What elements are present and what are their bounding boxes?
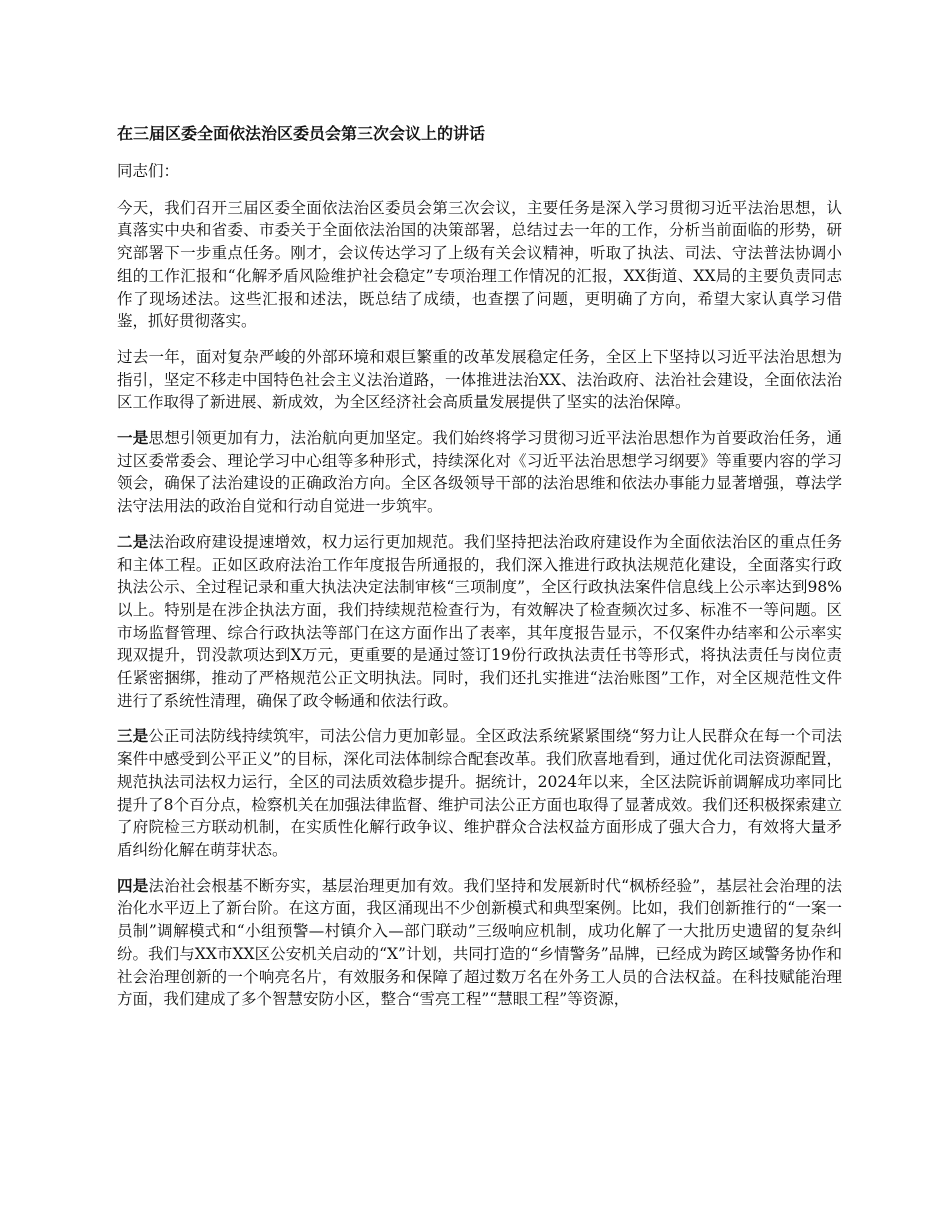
paragraph-point-4	[117, 875, 842, 1011]
document-page	[117, 122, 842, 1024]
paragraph-text: 法治政府建设提速增效，权力运行更加规范。我们坚持把法治政府建设作为全面依法治区的重点任务和主体工程。正如区政府法治工作年度报告所通报的，我们深入推进行政执法规范化建设，全面落实行政执法公示、全过程记录和重大执法决定法制审核“三项制度”，全区行政执法案件信息线上公示率达到98%以上。特别是在涉企执法方面，我们持续规范检查行为，有效解决了检查频次过多、标准不一等问题。区市场监督管理、综合行政执法等部门在这方面作出了表率，其年度报告显示，不仅案件办结率和公示率实现双提升，罚没款项达到X万元，更重要的是通过签订19份行政执法责任书等形式，将执法责任与岗位责任紧密捆绑，推动了严格规范公正文明执法。同时，我们还扎实推进“法治账图”工作，对全区规范性文件进行了系统性清理，确保了政令畅通和依法行政。	[117, 532, 842, 710]
paragraph-text: 今天，我们召开三届区委全面依法治区委员会第三次会议，主要任务是深入学习贯彻习近平法治思想，认真落实中央和省委、市委关于全面依法治国的决策部署，总结过去一年的工作，分析当前面临的形势，研究部署下一步重点任务。刚才，会议传达学习了上级有关会议精神，听取了执法、司法、守法普法协调小组的工作汇报和“化解矛盾风险维护社会稳定”专项治理工作情况的汇报，XX街道、XX局的主要负责同志作了现场述法。这些汇报和述法，既总结了成绩，也查摆了问题，更明确了方向，希望大家认真学习借鉴，抓好贯彻落实。	[117, 198, 842, 331]
paragraph-point-1	[117, 427, 842, 518]
paragraph-text: 思想引领更加有力，法治航向更加坚定。我们始终将学习贯彻习近平法治思想作为首要政治任务，通过区委常委会、理论学习中心组等多种形式，持续深化对《习近平法治思想学习纲要》等重要内容的学习领会，确保了法治建设的正确政治方向。全区各级领导干部的法治思维和依法办事能力显著增强，尊法学法守法用法的政治自觉和行动自觉进一步筑牢。	[117, 429, 842, 516]
paragraph-lead: 一是	[117, 428, 149, 448]
paragraph-text: 法治社会根基不断夯实，基层治理更加有效。我们坚持和发展新时代“枫桥经验”，基层社会治理的法治化水平迈上了新台阶。在这方面，我区涌现出不少创新模式和典型案例。比如，我们创新推行的“一案一员制”调解模式和“小组预警—村镇介入—部门联动”三级响应机制，成功化解了一大批历史遗留的复杂纠纷。我们与XX市XX区公安机关启动的“X”计划，共同打造的“乡情警务”品牌，已经成为跨区域警务协作和社会治理创新的一个响亮名片，有效服务和保障了超过数万名在外务工人员的合法权益。在科技赋能治理方面，我们建成了多个智慧安防小区，整合“雪亮工程”“慧眼工程”等资源，	[117, 876, 842, 1009]
paragraph-point-2	[117, 531, 842, 713]
paragraph-lead: 二是	[117, 531, 149, 551]
paragraph-text: 过去一年，面对复杂严峻的外部环境和艰巨繁重的改革发展稳定任务，全区上下坚持以习近平法治思想为指引，坚定不移走中国特色社会主义法治道路，一体推进法治XX、法治政府、法治社会建设，全面依法治区工作取得了新进展、新成效，为全区经济社会高质量发展提供了坚实的法治保障。	[117, 347, 842, 412]
paragraph-intro	[117, 197, 842, 333]
paragraph-overview	[117, 346, 842, 414]
paragraph-text: 公正司法防线持续筑牢，司法公信力更加彰显。全区政法系统紧紧围绕“努力让人民群众在每一个司法案件中感受到公平正义”的目标，深化司法体制综合配套改革。我们欣喜地看到，通过优化司法资源配置，规范执法司法权力运行，全区的司法质效稳步提升。据统计，2024年以来，全区法院诉前调解成功率同比提升了8个百分点，检察机关在加强法律监督、维护司法公正方面也取得了显著成效。我们还积极探索建立了府院检三方联动机制，在实质性化解行政争议、维护群众合法权益方面形成了强大合力，有效将大量矛盾纠纷化解在萌芽状态。	[117, 727, 842, 859]
paragraph-lead: 三是	[117, 726, 149, 746]
salutation: 同志们：	[117, 162, 180, 180]
paragraph-lead: 四是	[117, 875, 149, 895]
paragraph-point-3	[117, 725, 842, 861]
document-title: 在三届区委全面依法治区委员会第三次会议上的讲话	[117, 124, 486, 143]
